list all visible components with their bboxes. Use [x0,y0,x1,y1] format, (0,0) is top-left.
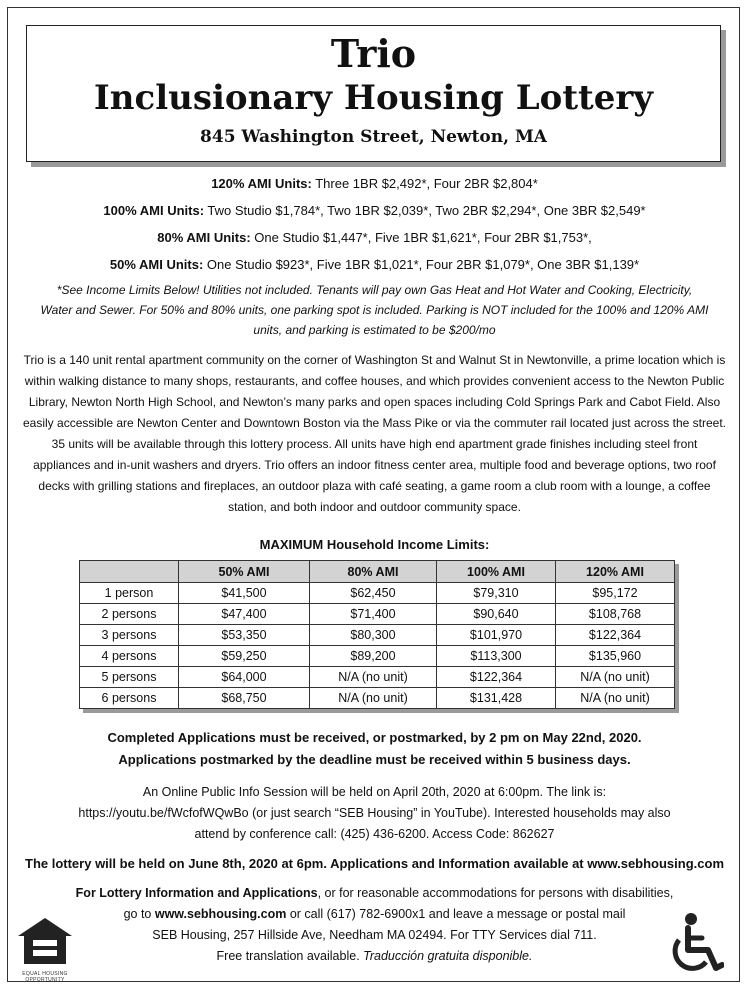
table-cell: N/A (no unit) [556,667,675,688]
table-cell: $108,768 [556,604,675,625]
info-session-line-1: An Online Public Info Session will be held on April 20th, 2020 at 6:00pm. The link is: [142,785,607,799]
contact-go-to: go to [123,907,155,921]
table-cell: $90,640 [437,604,556,625]
table-cell: $53,350 [179,625,310,646]
ami-100-line [0,203,749,218]
ami-120-label: 120% AMI Units: [211,176,312,191]
table-header-cell: 120% AMI [556,561,675,583]
table-cell: 1 person [80,583,179,604]
ami-100-label: 100% AMI Units: [103,203,205,218]
table-cell: $59,250 [179,646,310,667]
equal-housing-label: EQUAL HOUSING OPPORTUNITY [22,971,68,983]
title-line-1: Trio [330,31,417,76]
table-cell: N/A (no unit) [310,688,437,709]
table-cell: $64,000 [179,667,310,688]
income-table-title: MAXIMUM Household Income Limits: [259,537,490,552]
translation-spanish: Traducción gratuita disponible. [363,949,533,963]
table-row [80,583,675,604]
ami-80-label: 80% AMI Units: [157,230,251,245]
contact-line-3: SEB Housing, 257 Hillside Ave, Needham MA 02494. For TTY Services dial 711. [152,928,597,942]
table-cell: N/A (no unit) [556,688,675,709]
contact-line-4 [0,946,749,967]
table-cell: $135,960 [556,646,675,667]
table-cell: $95,172 [556,583,675,604]
ami-120-text: Three 1BR $2,492*, Four 2BR $2,804* [311,176,538,191]
info-session-line-2: https://youtu.be/fWcfofWQwBo (or just search “SEB Housing” in YouTube). Interested households may also [78,806,671,820]
contact-line-1 [0,883,749,904]
ami-50-text: One Studio $923*, Five 1BR $1,021*, Four 2BR $1,079*, One 3BR $1,139* [203,257,640,272]
table-cell: $41,500 [179,583,310,604]
ami-100-text: Two Studio $1,784*, Two 1BR $2,039*, Two 2BR $2,294*, One 3BR $2,549* [204,203,646,218]
table-cell: $113,300 [437,646,556,667]
translation-text: Free translation available. [216,949,364,963]
table-cell: $80,300 [310,625,437,646]
table-cell: $47,400 [179,604,310,625]
table-row [80,646,675,667]
table-row [80,688,675,709]
utilities-note: *See Income Limits Below! Utilities not included. Tenants will pay own Gas Heat and Hot Water and Cooking, Electricity, Water and Sewer. For 50% and 80% units, one parking spot is included. Parking is NOT included for the 100% and 120% AMI units, and parking is estimated to be $200/mo [40,283,709,337]
table-cell: $131,428 [437,688,556,709]
table-cell: $79,310 [437,583,556,604]
table-cell: $68,750 [179,688,310,709]
table-header-cell: 50% AMI [179,561,310,583]
table-cell: $62,450 [310,583,437,604]
ami-50-line [0,257,749,272]
table-header-cell [80,561,179,583]
equal-housing-icon [16,916,74,966]
title-line-2: Inclusionary Housing Lottery [93,78,654,118]
ami-50-label: 50% AMI Units: [109,257,204,272]
table-header-cell: 100% AMI [437,561,556,583]
wheelchair-accessibility-icon [664,912,724,976]
table-row [80,667,675,688]
table-row [80,625,675,646]
table-cell: $71,400 [310,604,437,625]
income-limits-table [79,560,675,709]
table-header-cell: 80% AMI [310,561,437,583]
table-cell: 6 persons [80,688,179,709]
table-cell: $122,364 [556,625,675,646]
website-link[interactable]: www.sebhousing.com [154,907,287,921]
contact-lead-rest: , or for reasonable accommodations for persons with disabilities, [317,886,674,900]
deadline-line-1: Completed Applications must be received, or postmarked, by 2 pm on May 22nd, 2020. [107,730,642,745]
contact-lead: For Lottery Information and Applications [75,886,318,900]
title-box [26,25,721,162]
table-cell: $101,970 [437,625,556,646]
table-cell: 4 persons [80,646,179,667]
lottery-date-line: The lottery will be held on June 8th, 2020 at 6pm. Applications and Information available at www.sebhousing.com [25,856,724,871]
ami-80-text: One Studio $1,447*, Five 1BR $1,621*, Four 2BR $1,753*, [250,230,592,245]
table-cell: N/A (no unit) [310,667,437,688]
info-session-line-3: attend by conference call: (425) 436-6200. Access Code: 862627 [194,827,555,841]
contact-phone-text: or call (617) 782-6900x1 and leave a message or postal mail [286,907,626,921]
table-cell: 5 persons [80,667,179,688]
table-cell: 2 persons [80,604,179,625]
ami-120-line [0,176,749,191]
table-header-row [80,561,675,583]
ami-80-line [0,230,749,245]
property-description: Trio is a 140 unit rental apartment community on the corner of Washington St and Walnut St in Newtonville, a prime location which is within walking distance to many shops, restaurants, and coffee houses, and which provides convenient access to the Newton Public Library, Newton North High School, and Newton’s many parks and open spaces including Cold Springs Park and Cabot Field. Also easily accessible are Newton Center and Downtown Boston via the Mass Pike or via the commuter rail located just across the street. 35 units will be available through this lottery process. All units have high end apartment grade finishes including steel front appliances and in-unit washers and dryers. Trio offers an indoor fitness center area, multiple food and beverage options, two roof decks with grilling stations and fireplaces, an outdoor plaza with café seating, a game room a club room with a lounge, a coffee station, and both indoor and outdoor community space. [23,353,726,514]
table-row [80,604,675,625]
contact-line-2 [0,904,749,925]
address: 845 Washington Street, Newton, MA [200,127,547,147]
table-cell: $122,364 [437,667,556,688]
table-cell: 3 persons [80,625,179,646]
table-cell: $89,200 [310,646,437,667]
deadline-line-2: Applications postmarked by the deadline must be received within 5 business days. [118,752,631,767]
equal-housing-logo [16,916,74,983]
